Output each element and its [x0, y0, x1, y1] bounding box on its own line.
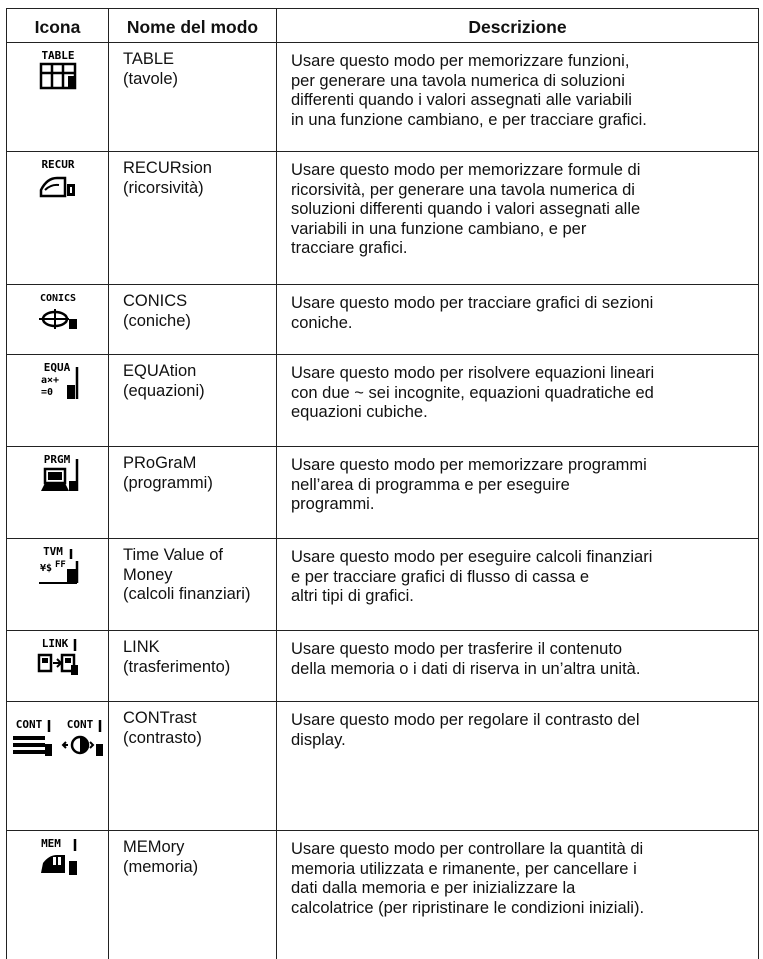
header-description: Descrizione — [277, 9, 759, 43]
description-line: memoria utilizzata e rimanente, per cancellare i — [291, 860, 748, 880]
mode-name-translation: (calcoli finanziari) — [123, 585, 270, 605]
description-line: Usare questo modo per trasferire il contenuto — [291, 640, 748, 660]
description-line: equazioni cubiche. — [291, 403, 748, 423]
svg-text:CONT: CONT — [16, 718, 43, 731]
description-line: altri tipi di grafici. — [291, 587, 748, 607]
table-row — [7, 702, 759, 831]
mode-name-translation: (coniche) — [123, 312, 270, 332]
table-row — [7, 447, 759, 539]
description-line: per generare una tavola numerica di soluzioni — [291, 72, 748, 92]
mode-name-translation: (memoria) — [123, 858, 270, 878]
link-mode-icon — [35, 637, 81, 677]
svg-text:TABLE: TABLE — [41, 49, 74, 62]
mode-name-translation: (programmi) — [123, 474, 270, 494]
mode-name: LINK — [123, 638, 270, 658]
description-line: variabili in una funzione cambiano, e per — [291, 220, 748, 240]
description-line: Usare questo modo per eseguire calcoli finanziari — [291, 548, 748, 568]
svg-text:¥$: ¥$ — [40, 563, 52, 574]
modes-table — [6, 8, 759, 959]
program-mode-icon — [35, 453, 81, 495]
mode-name: Time Value of — [123, 546, 270, 566]
mode-name: TABLE — [123, 50, 270, 70]
description-line: Usare questo modo per memorizzare formule di — [291, 161, 748, 181]
description-line: nell’area di programma e per eseguire — [291, 476, 748, 496]
mode-name-translation: (tavole) — [123, 70, 270, 90]
svg-text:TVM: TVM — [43, 545, 63, 558]
description-line: coniche. — [291, 314, 748, 334]
mode-name-continued: Money — [123, 566, 270, 586]
svg-text:PRGM: PRGM — [43, 453, 70, 466]
svg-text:CONT: CONT — [67, 718, 94, 731]
table-row — [7, 43, 759, 152]
mode-name: PRoGraM — [123, 454, 270, 474]
description-line: display. — [291, 731, 748, 751]
mode-name-translation: (contrasto) — [123, 729, 270, 749]
recursion-mode-icon — [35, 158, 81, 200]
mode-name-translation: (ricorsività) — [123, 179, 270, 199]
description-line: con due ~ sei incognite, equazioni quadratiche ed — [291, 384, 748, 404]
description-line: calcolatrice (per ripristinare le condizioni iniziali). — [291, 899, 748, 919]
table-row — [7, 152, 759, 285]
description-line: ricorsività, per generare una tavola numerica di — [291, 181, 748, 201]
description-line: programmi. — [291, 495, 748, 515]
svg-text:MEM: MEM — [41, 837, 61, 850]
svg-text:FF: FF — [55, 560, 66, 570]
description-line: Usare questo modo per memorizzare funzioni, — [291, 52, 748, 72]
tvm-mode-icon — [35, 545, 81, 587]
conics-mode-icon — [35, 291, 81, 331]
svg-text:CONICS: CONICS — [39, 293, 75, 304]
header-icon: Icona — [7, 9, 109, 43]
table-row — [7, 355, 759, 447]
description-line: soluzioni differenti quando i valori assegnati alle — [291, 200, 748, 220]
table-mode-icon — [35, 49, 81, 91]
svg-text:=0: =0 — [41, 387, 53, 398]
svg-text:a×+: a×+ — [41, 375, 59, 386]
svg-text:RECUR: RECUR — [41, 158, 74, 171]
table-row — [7, 539, 759, 631]
description-line: tracciare grafici. — [291, 239, 748, 259]
description-line: in una funzione cambiano, e per tracciare grafici. — [291, 111, 748, 131]
description-line: Usare questo modo per controllare la quantità di — [291, 840, 748, 860]
mode-name: MEMory — [123, 838, 270, 858]
mode-name-translation: (trasferimento) — [123, 658, 270, 678]
mode-name: RECURsion — [123, 159, 270, 179]
table-row — [7, 285, 759, 355]
description-line: Usare questo modo per risolvere equazioni lineari — [291, 364, 748, 384]
svg-text:LINK: LINK — [41, 637, 68, 650]
svg-text:EQUA: EQUA — [43, 361, 70, 374]
header-mode-name: Nome del modo — [109, 9, 277, 43]
description-line: differenti quando i valori assegnati alle variabili — [291, 91, 748, 111]
description-line: Usare questo modo per memorizzare programmi — [291, 456, 748, 476]
description-line: Usare questo modo per tracciare grafici di sezioni — [291, 294, 748, 314]
description-line: dati dalla memoria e per inizializzare la — [291, 879, 748, 899]
table-row — [7, 631, 759, 702]
contrast-adjust-icon — [60, 718, 106, 758]
mode-name-translation: (equazioni) — [123, 382, 270, 402]
contrast-mode-icon — [9, 718, 55, 758]
mode-name: CONICS — [123, 292, 270, 312]
header-row — [7, 9, 759, 43]
description-line: e per tracciare grafici di flusso di cassa e — [291, 568, 748, 588]
description-line: della memoria o i dati di riserva in un’altra unità. — [291, 660, 748, 680]
equation-mode-icon — [35, 361, 81, 403]
mode-name: EQUAtion — [123, 362, 270, 382]
table-row — [7, 831, 759, 959]
mode-name: CONTrast — [123, 709, 270, 729]
memory-mode-icon — [35, 837, 81, 877]
description-line: Usare questo modo per regolare il contrasto del — [291, 711, 748, 731]
